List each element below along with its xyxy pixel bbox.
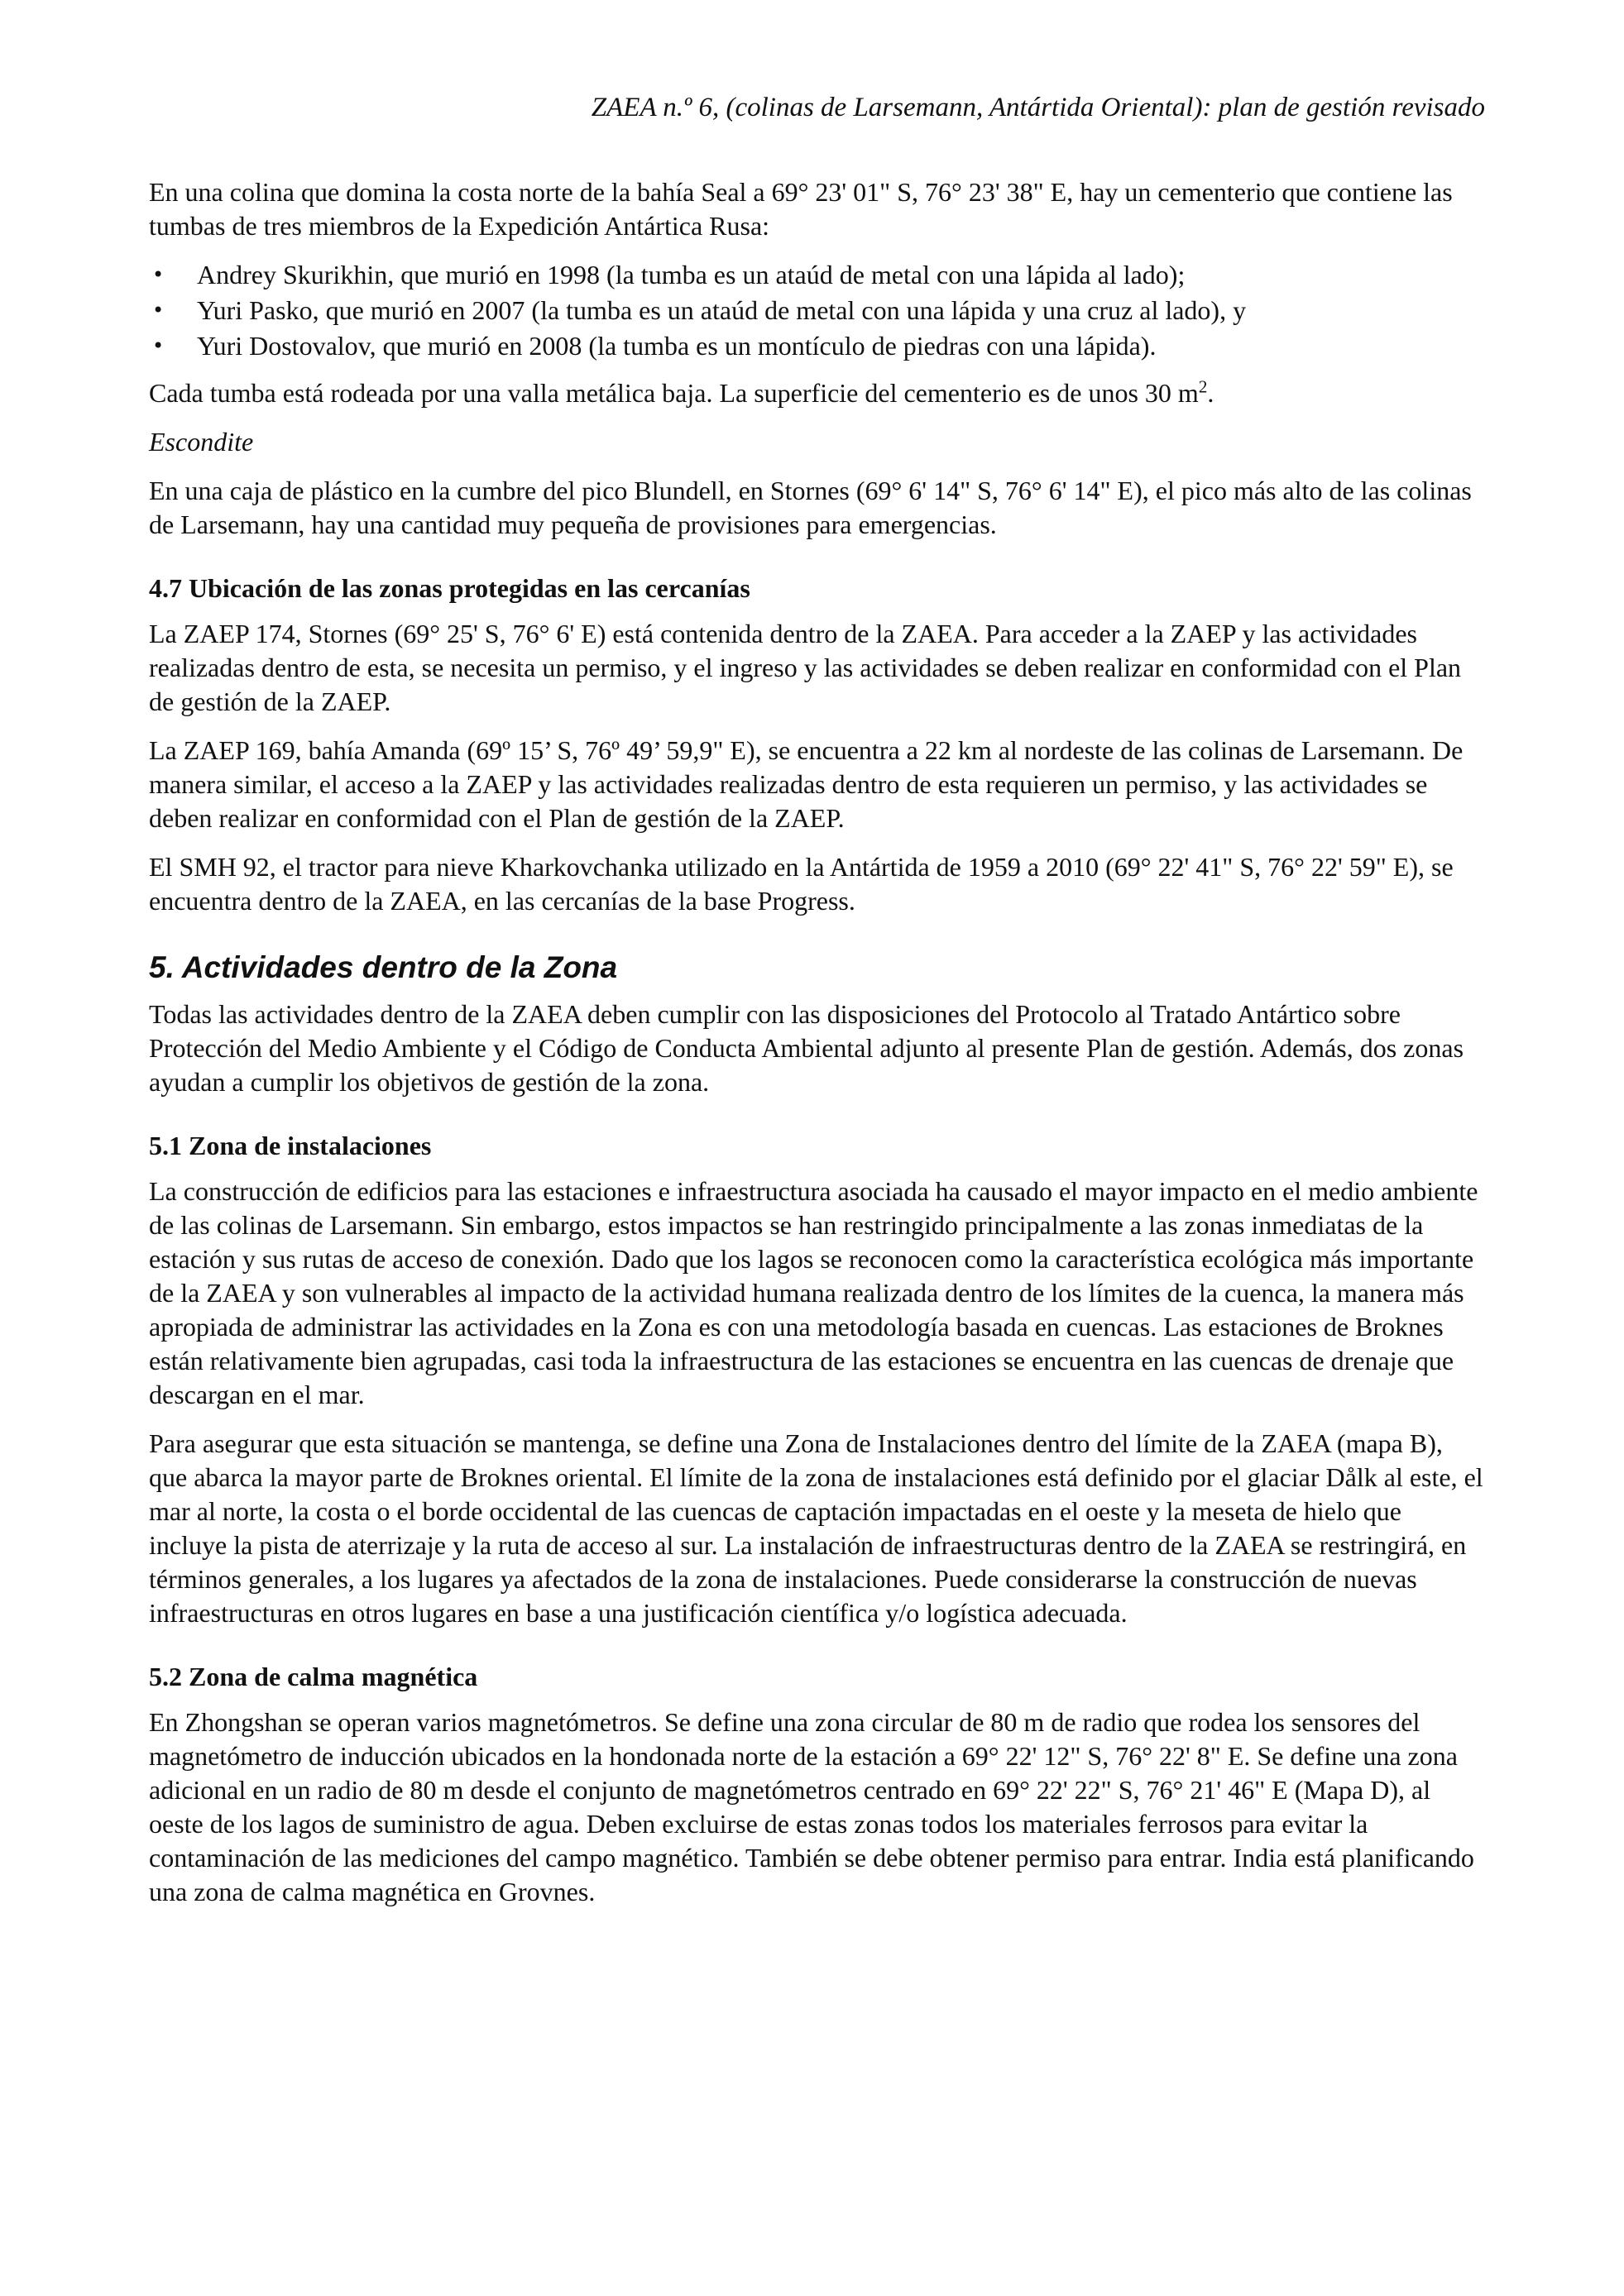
bullet-icon: • [152, 299, 165, 322]
list-item-text: Yuri Pasko, que murió en 2007 (la tumba es un ataúd de metal con una lápida y una cruz al lado), y [197, 295, 1247, 325]
list-item-text: Andrey Skurikhin, que murió en 1998 (la tumba es un ataúd de metal con una lápida al lado); [197, 260, 1186, 289]
cemetery-fence-end: . [1207, 378, 1214, 408]
section-4-7-paragraph: La ZAEP 174, Stornes (69° 25' S, 76° 6' E) está contenida dentro de la ZAEA. Para acceder a la ZAEP y las actividades realizadas dentro de esta, se necesita un permiso, y el ingreso y las actividades se deben realizar en conformidad con el Plan de gestión de la ZAEP. [149, 619, 1462, 716]
section-5-1-paragraph: La construcción de edificios para las estaciones e infraestructura asociada ha causado el mayor impacto en el medio ambiente de las colinas de Larsemann. Sin embargo, estos impactos se han restringido principalmente a las zonas inmediatas de la estación y sus rutas de acceso de conexión. Dado que los lagos se reconocen como la característica ecológica más importante de la ZAEA y son vulnerables al impacto de la actividad humana realizada dentro de los límites de la cuenca, la manera más apropiada de administrar las actividades en la Zona es con una metodología basada en cuencas. Las estaciones de Broknes están relativamente bien agrupadas, casi toda la infraestructura de las estaciones se encuentra en las cuencas de drenaje que descargan en el mar. [149, 1176, 1478, 1409]
list-item [149, 294, 1485, 328]
section-5-1-paragraph: Para asegurar que esta situación se mantenga, se define una Zona de Instalaciones dentro del límite de la ZAEA (mapa B), que abarca la mayor parte de Broknes oriental. El límite de la zona de instalaciones está definido por el glaciar Dålk al este, el mar al norte, la costa o el borde occidental de las cuencas de captación impactadas en el oeste y la meseta de hielo que incluye la pista de aterrizaje y la ruta de acceso al sur. La instalación de infraestructuras dentro de la ZAEA se restringirá, en términos generales, a los lugares ya afectados de la zona de instalaciones. Puede considerarse la construcción de nuevas infraestructuras en otros lugares en base a una justificación científica y/o logística adecuada. [149, 1428, 1483, 1628]
section-4-7-paragraph: El SMH 92, el tractor para nieve Kharkovchanka utilizado en la Antártida de 1959 a 2010 (69° 22' 41" S, 76° 22' 59" E), se encuentra dentro de la ZAEA, en las cercanías de la base Progress. [149, 852, 1454, 916]
list-item [149, 258, 1485, 292]
section-5-2-heading: 5.2 Zona de calma magnética [149, 1662, 478, 1691]
bullet-icon: • [152, 263, 165, 286]
cache-label: Escondite [149, 427, 254, 457]
cemetery-fence-text: Cada tumba está rodeada por una valla metálica baja. La superficie del cementerio es de unos 30 m [149, 378, 1199, 408]
cache-paragraph: En una caja de plástico en la cumbre del pico Blundell, en Stornes (69° 6' 14" S, 76° 6' 14" E), el pico más alto de las colinas de Larsemann, hay una cantidad muy pequeña de provisiones para emergencias. [149, 476, 1472, 539]
list-item [149, 329, 1485, 363]
section-5-heading: 5. Actividades dentro de la Zona [149, 950, 618, 984]
cemetery-intro: En una colina que domina la costa norte de la bahía Seal a 69° 23' 01" S, 76° 23' 38" E, hay un cementerio que contiene las tumbas de tres miembros de la Expedición Antártica Rusa: [149, 177, 1453, 241]
running-header: ZAEA n.º 6, (colinas de Larsemann, Antártida Oriental): plan de gestión revisado [591, 93, 1485, 122]
document-page [149, 91, 1485, 1924]
section-4-7-paragraph: La ZAEP 169, bahía Amanda (69º 15’ S, 76º 49’ 59,9" E), se encuentra a 22 km al nordeste de las colinas de Larsemann. De manera similar, el acceso a la ZAEP y las actividades realizadas dentro de esta requieren un permiso, y las actividades se deben realizar en conformidad con el Plan de gestión de la ZAEP. [149, 735, 1464, 833]
bullet-icon: • [152, 334, 165, 357]
section-4-7-heading: 4.7 Ubicación de las zonas protegidas en las cercanías [149, 573, 750, 603]
list-item-text: Yuri Dostovalov, que murió en 2008 (la tumba es un montículo de piedras con una lápida). [197, 331, 1157, 361]
area-unit-superscript: 2 [1198, 376, 1208, 397]
graves-list [149, 258, 1485, 363]
section-5-intro: Todas las actividades dentro de la ZAEA deben cumplir con las disposiciones del Protocolo al Tratado Antártico sobre Protección del Medio Ambiente y el Código de Conducta Ambiental adjunto al presente Plan de gestión. Además, dos zonas ayudan a cumplir los objetivos de gestión de la zona. [149, 999, 1464, 1097]
section-5-2-paragraph: En Zhongshan se operan varios magnetómetros. Se define una zona circular de 80 m de radio que rodea los sensores del magnetómetro de inducción ubicados en la hondonada norte de la estación a 69° 22' 12" S, 76° 22' 8" E. Se define una zona adicional en un radio de 80 m desde el conjunto de magnetómetros centrado en 69° 22' 22" S, 76° 21' 46" E (Mapa D), al oeste de los lagos de suministro de agua. Deben excluirse de estas zonas todos los materiales ferrosos para evitar la contaminación de las mediciones del campo magnético. También se debe obtener permiso para entrar. India está planificando una zona de calma magnética en Grovnes. [149, 1707, 1474, 1906]
cemetery-fence-paragraph [149, 376, 1485, 410]
section-5-1-heading: 5.1 Zona de instalaciones [149, 1131, 432, 1160]
